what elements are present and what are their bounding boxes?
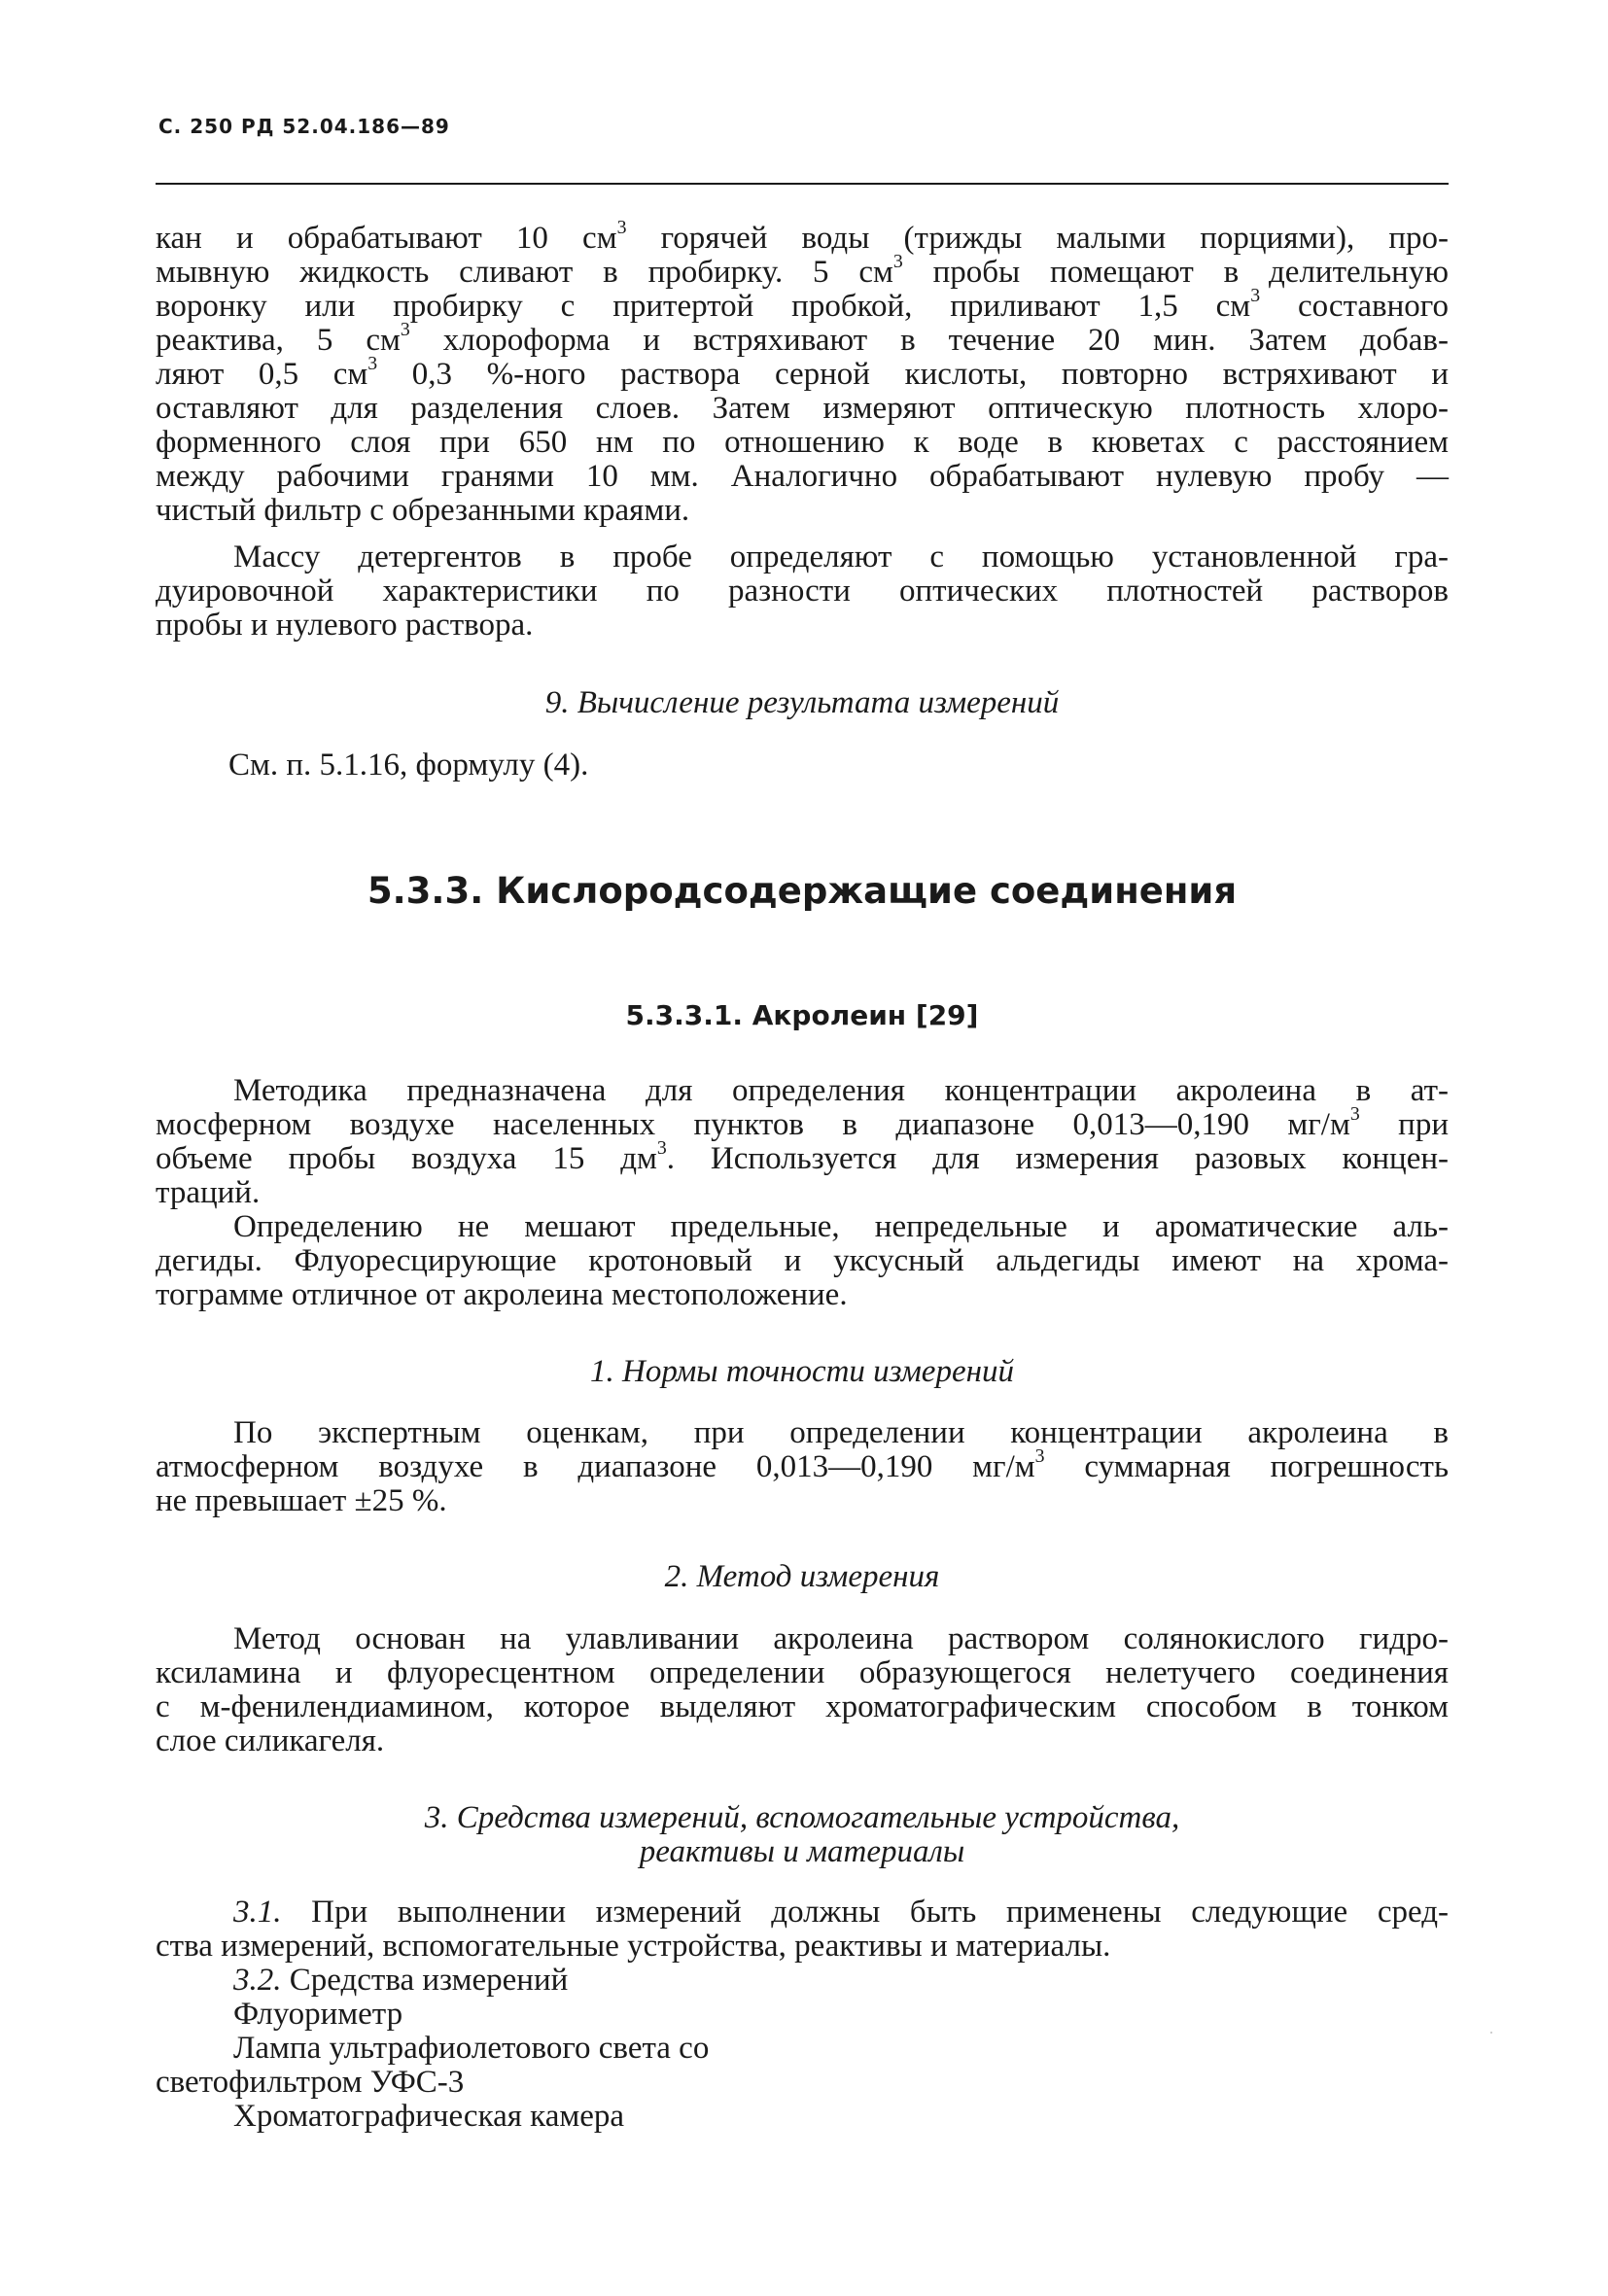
text-line: с м-фенилендиамином, которое выделяют хроматографическим способом в тонком xyxy=(156,1689,1449,1724)
text-line: воронку или пробирку с притертой пробкой, приливают 1,5 $см^3$ составного xyxy=(156,285,1449,324)
text-line: объеме пробы воздуха 15 $дм^3$. Используется для измерения разовых концен- xyxy=(156,1137,1449,1176)
text-line: пробы и нулевого раствора. xyxy=(156,608,534,643)
text-line: мосферном воздухе населенных пунктов в диапазоне 0,013—0,190 $мг/м^3$ при xyxy=(156,1103,1449,1142)
text-line: 3.1. При выполнении измерений должны быть применены следующие сред- xyxy=(233,1895,1449,1930)
section-1-heading: 1. Нормы точности измерений xyxy=(590,1354,1014,1389)
section-3-heading xyxy=(156,1801,1449,1869)
section-9-heading: 9. Вычисление результата измерений xyxy=(544,685,1060,720)
text-line: ксиламина и флуоресцентном определении образующегося нелетучего соединения xyxy=(156,1655,1449,1690)
text-line: По экспертным оценкам, при определении концентрации акролеина в xyxy=(233,1415,1449,1450)
list-item: Хроматографическая камера xyxy=(233,2099,625,2134)
heading-line: реактивы и материалы xyxy=(639,1834,965,1869)
text-line: тограмме отличное от акролеина местоположение. xyxy=(156,1277,848,1312)
text-line: кан и обрабатывают 10 $см^3$ горячей воды (трижды малыми порциями), про- xyxy=(156,217,1449,256)
text-line: форменного слоя при 650 нм по отношению к воде в кюветах с расстоянием xyxy=(156,425,1449,460)
text-line: мывную жидкость сливают в пробирку. 5 $см^3$ пробы помещают в делительную xyxy=(156,251,1449,290)
list-item: светофильтром УФС-3 xyxy=(156,2065,465,2100)
intro-paragraph-1 xyxy=(156,1074,1449,1210)
text-line: 3.2. Средства измерений xyxy=(233,1963,569,1998)
text-line: дегиды. Флуоресцирующие кротоновый и уксусный альдегиды имеют на хрома- xyxy=(156,1243,1449,1278)
section-1-text xyxy=(156,1416,1449,1518)
text-line: ляют 0,5 $см^3$ 0,3 %-ного раствора серной кислоты, повторно встряхивают и xyxy=(156,353,1449,392)
text-line: слое силикагеля. xyxy=(156,1723,385,1758)
scan-speck xyxy=(1490,2032,1492,2034)
text-line: между рабочими гранями 10 мм. Аналогично обрабатывают нулевую пробу — xyxy=(156,459,1449,494)
text-line: Метод основан на улавливании акролеина раствором солянокислого гидро- xyxy=(233,1621,1449,1656)
text-line: Методика предназначена для определения концентрации акролеина в ат- xyxy=(233,1073,1449,1108)
header-rule xyxy=(156,183,1449,185)
text-line: реактива, 5 $см^3$ хлороформа и встряхивают в течение 20 мин. Затем добав- xyxy=(156,319,1449,358)
list-item: Лампа ультрафиолетового света со xyxy=(233,2031,710,2066)
mass-paragraph xyxy=(156,540,1449,643)
section-2-heading: 2. Метод измерения xyxy=(664,1559,940,1594)
text-line: См. п. 5.1.16, формулу (4). xyxy=(228,748,589,783)
heading-line: 3. Средства измерений, вспомогательные устройства, xyxy=(424,1800,1180,1835)
text-line: чистый фильтр с обрезанными краями. xyxy=(156,493,690,528)
text-line: атмосферном воздухе в диапазоне 0,013—0,190 $мг/м^3$ суммарная погрешность xyxy=(156,1445,1449,1484)
text-line: Определению не мешают предельные, непредельные и ароматические аль- xyxy=(233,1209,1449,1244)
text-line: ства измерений, вспомогательные устройства, реактивы и материалы. xyxy=(156,1929,1111,1964)
section-2-text xyxy=(156,1622,1449,1758)
section-9-text xyxy=(156,748,1449,783)
text-line: не превышает ±25 %. xyxy=(156,1483,447,1518)
section-3-text xyxy=(156,1896,1449,2134)
continuation-paragraph xyxy=(156,217,1449,528)
running-head: С. 250 РД 52.04.186—89 xyxy=(158,115,450,138)
text-line: оставляют для разделения слоев. Затем измеряют оптическую плотность хлоро- xyxy=(156,391,1449,426)
subsection-heading: 5.3.3.1. Акролеин [29] xyxy=(625,999,979,1031)
list-item: Флуориметр xyxy=(233,1997,403,2032)
text-line: траций. xyxy=(156,1175,261,1210)
text-line: дуировочной характеристики по разности оптических плотностей растворов xyxy=(156,574,1449,609)
intro-paragraph-2 xyxy=(156,1210,1449,1312)
chapter-heading: 5.3.3. Кислородсодержащие соединения xyxy=(367,870,1238,912)
text-line: Массу детергентов в пробе определяют с помощью установленной гра- xyxy=(233,539,1449,574)
